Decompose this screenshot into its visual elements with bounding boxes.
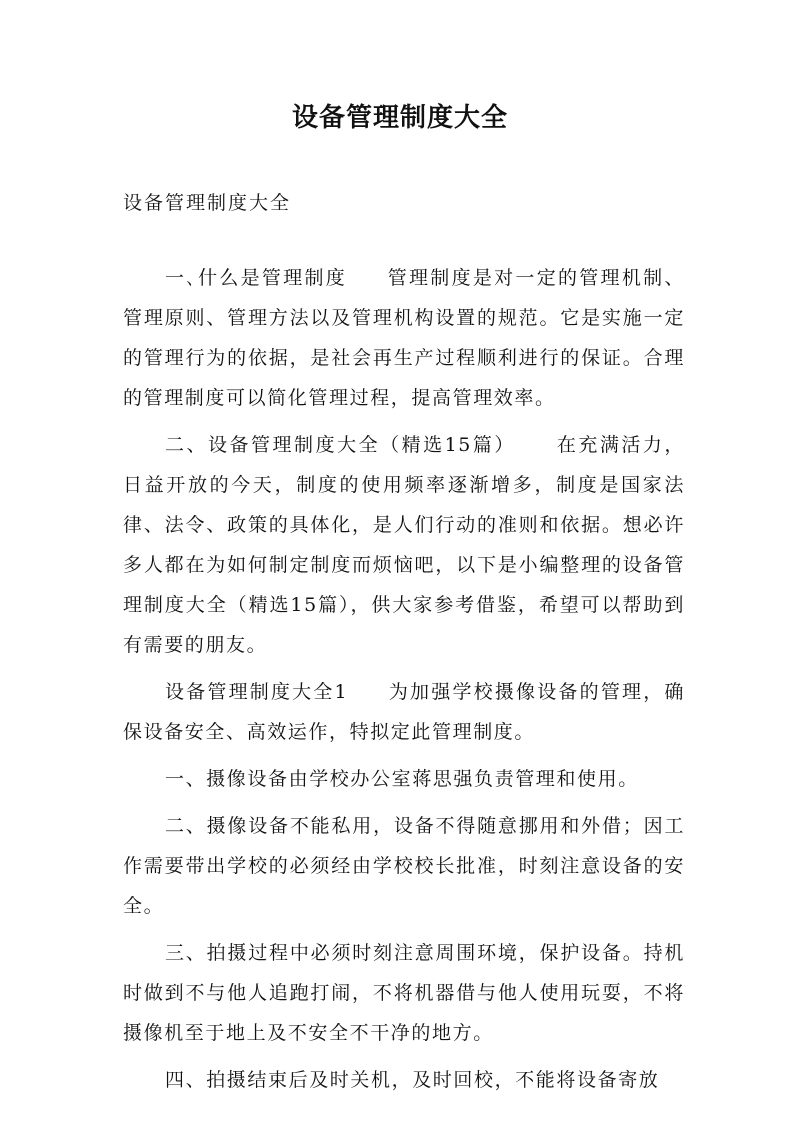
paragraph	[123, 258, 685, 418]
paragraph	[123, 425, 685, 665]
paragraph	[123, 1060, 685, 1100]
paragraph-heading: 一､什么是管理制度	[165, 267, 348, 289]
paragraph-text: 四、拍摄结束后及时关机，及时回校，不能将设备寄放	[165, 1069, 660, 1091]
paragraph	[123, 759, 685, 799]
paragraph-heading: 设备管理制度大全1	[165, 681, 349, 703]
paragraph-text: 在充满活力，日益开放的今天，制度的使用频率逐渐增多，制度是国家法律、法令、政策的具体化，是人们行动的准则和依据。想必许多人都在为如何制定制度而烦恼吧，以下是小编整理的设备管理制度大全（精选15篇），供大家参考借鉴，希望可以帮助到有需要的朋友。	[123, 434, 685, 656]
document-body	[123, 258, 685, 1107]
paragraph-text: 为加强学校摄像设备的管理，确保设备安全、高效运作，特拟定此管理制度。	[123, 681, 685, 743]
paragraph	[123, 806, 685, 926]
document-subtitle: 设备管理制度大全	[123, 192, 292, 214]
document-title: 设备管理制度大全	[291, 103, 508, 133]
paragraph-text: 一、摄像设备由学校办公室蒋思强负责管理和使用。	[165, 768, 639, 790]
paragraph-text: 二、摄像设备不能私用，设备不得随意挪用和外借；因工作需要带出学校的必须经由学校校长批准，时刻注意设备的安全。	[123, 815, 685, 917]
paragraph-heading: 二、设备管理制度大全（精选15篇）	[165, 434, 516, 456]
paragraph-text: 三、拍摄过程中必须时刻注意周围环境，保护设备。持机时做到不与他人追跑打闹，不将机器借与他人使用玩耍，不将摄像机至于地上及不安全不干净的地方。	[123, 942, 685, 1044]
paragraph	[123, 672, 685, 752]
paragraph	[123, 933, 685, 1053]
paragraph-text: 管理制度是对一定的管理机制、管理原则、管理方法以及管理机构设置的规范。它是实施一定的管理行为的依据，是社会再生产过程顺利进行的保证。合理的管理制度可以简化管理过程，提高管理效率。	[123, 267, 685, 409]
